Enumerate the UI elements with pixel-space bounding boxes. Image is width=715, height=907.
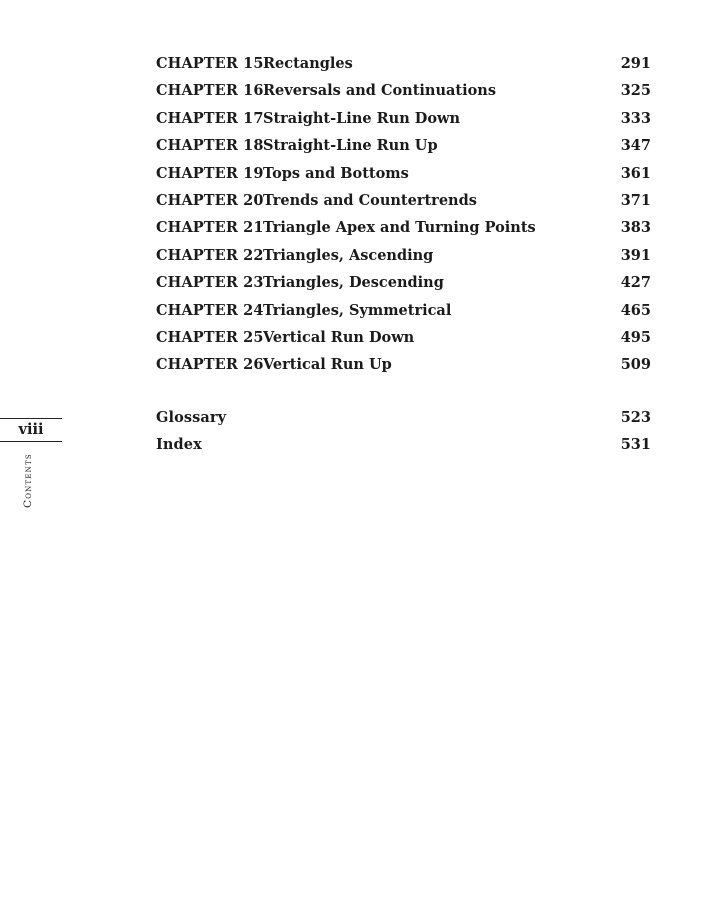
toc-row-chapter-25[interactable] [156,324,651,351]
chapter-title: Triangle Apex and Turning Points [263,219,536,237]
section-spacer [156,379,651,404]
toc-row-chapter-16[interactable] [156,77,651,104]
page-number: 291 [620,55,651,72]
page-number: 383 [620,219,651,237]
chapter-title: Triangles, Descending [263,274,444,292]
toc-row-chapter-18[interactable] [156,132,651,159]
chapter-title: Straight-Line Run Down [263,109,461,127]
toc-row-chapter-26[interactable] [156,351,651,378]
toc-row-chapter-15[interactable] [156,50,651,77]
table-of-contents [156,50,651,458]
chapter-title: Rectangles [263,55,353,72]
page-number: 427 [620,274,651,292]
chapter-title: Triangles, Symmetrical [263,301,452,319]
chapter-label: CHAPTER 20 [156,191,264,209]
page-number: 371 [620,191,651,209]
page-number: 333 [620,109,651,127]
page-number: 391 [620,246,651,264]
chapter-label: CHAPTER 21 [156,219,264,237]
back-matter-title: Index [156,436,202,454]
margin-rule-bottom [0,441,62,442]
chapter-label: CHAPTER 17 [156,109,264,127]
page-number: 495 [620,328,651,346]
running-section-label: Contents [22,453,34,508]
page-number: 325 [620,82,651,100]
page-number: 509 [620,356,651,374]
toc-row-chapter-21[interactable] [156,214,651,241]
toc-row-chapter-24[interactable] [156,297,651,324]
chapter-title: Vertical Run Down [263,328,415,346]
toc-row-chapter-17[interactable] [156,105,651,132]
chapter-title: Vertical Run Up [263,356,392,374]
chapter-label: CHAPTER 16 [156,82,264,100]
chapter-title: Tops and Bottoms [263,164,409,182]
toc-row-index[interactable] [156,431,651,458]
chapter-title: Trends and Countertrends [263,191,477,209]
toc-row-chapter-23[interactable] [156,269,651,296]
chapter-label: CHAPTER 24 [156,301,264,319]
page-number: 531 [620,436,651,454]
chapter-title: Triangles, Ascending [263,246,434,264]
chapter-label: CHAPTER 18 [156,137,264,155]
toc-row-chapter-22[interactable] [156,242,651,269]
toc-row-chapter-20[interactable] [156,187,651,214]
chapter-title: Straight-Line Run Up [263,137,438,155]
page-number: 465 [620,301,651,319]
folio-page-number: viii [18,421,44,438]
chapter-label: CHAPTER 22 [156,246,264,264]
toc-row-glossary[interactable] [156,404,651,431]
chapter-label: CHAPTER 23 [156,274,264,292]
page-number: 523 [620,408,651,426]
chapter-label: CHAPTER 15 [156,55,264,72]
page-number: 361 [620,164,651,182]
toc-row-chapter-19[interactable] [156,160,651,187]
chapter-label: CHAPTER 26 [156,356,264,374]
chapter-label: CHAPTER 25 [156,328,264,346]
chapter-title: Reversals and Continuations [263,82,496,100]
back-matter-title: Glossary [156,408,227,426]
chapter-label: CHAPTER 19 [156,164,264,182]
page-number: 347 [620,137,651,155]
